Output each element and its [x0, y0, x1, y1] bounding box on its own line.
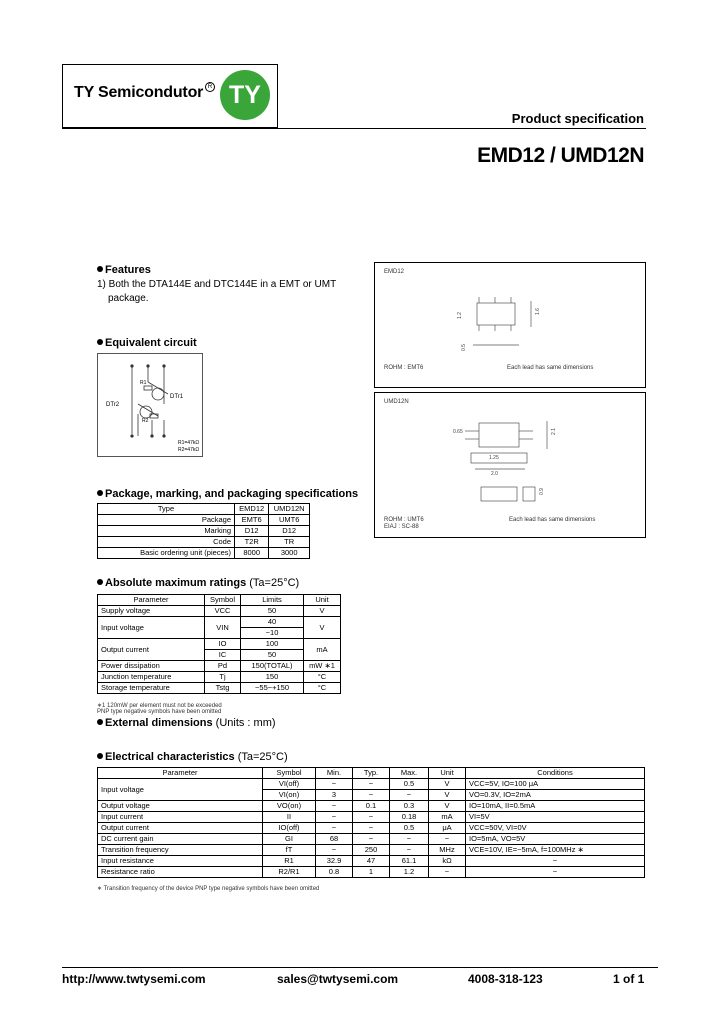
r-note-1: R1=47kΩ [178, 440, 200, 446]
table-cell: 0.3 [390, 801, 429, 812]
table-header-row [98, 768, 645, 779]
table-cell: 100 [241, 639, 304, 650]
table-header-cell: Unit [304, 595, 341, 606]
table-cell: V [304, 606, 341, 617]
table-cell: Output current [98, 823, 263, 834]
table-row [98, 606, 341, 617]
table-row [98, 672, 341, 683]
emd12-dimension-figure [374, 262, 646, 388]
table-cell: VCC=50V, VI=0V [466, 823, 645, 834]
table-cell: mA [304, 639, 341, 661]
table-cell: Basic ordering unit (pieces) [98, 548, 235, 559]
emd12-package: ROHM : EMT6 [384, 365, 424, 371]
table-cell: VI(on) [263, 790, 316, 801]
table-cell: 1.2 [390, 867, 429, 878]
umd12n-drawing [435, 403, 585, 515]
electrical-cond: (Ta=25°C) [237, 751, 288, 763]
table-row [98, 856, 645, 867]
table-header-cell: Limits [241, 595, 304, 606]
emd12-label: EMD12 [384, 269, 405, 275]
table-cell: 0.18 [390, 812, 429, 823]
umd12n-dim-e: 0.9 [539, 488, 545, 495]
table-cell: 68 [316, 834, 353, 845]
table-header-cell: Unit [429, 768, 466, 779]
table-cell: Supply voltage [98, 606, 205, 617]
product-spec-label: Product specification [511, 111, 644, 126]
table-cell: Input resistance [98, 856, 263, 867]
table-row [98, 683, 341, 694]
emd12-note: Each lead has same dimensions [507, 365, 594, 371]
table-header-cell: Max. [390, 768, 429, 779]
table-cell: V [429, 790, 466, 801]
table-cell: VCC=5V, IO=100 μA [466, 779, 645, 790]
footer-page-number: 1 of 1 [613, 972, 645, 986]
table-row [98, 834, 645, 845]
table-cell: − [316, 845, 353, 856]
table-cell: V [429, 779, 466, 790]
table-cell: °C [304, 683, 341, 694]
table-cell: IO [205, 639, 241, 650]
abs-max-title: Absolute maximum ratings [105, 577, 247, 589]
table-row [98, 661, 341, 672]
table-cell: 0.5 [390, 823, 429, 834]
table-header-cell: EMD12 [235, 504, 269, 515]
ext-dims-heading [97, 717, 276, 729]
table-cell: Pd [205, 661, 241, 672]
table-cell: 40 [241, 617, 304, 628]
table-cell: Input current [98, 812, 263, 823]
table-cell: Output voltage [98, 801, 263, 812]
footer-divider [62, 967, 658, 968]
table-cell: Marking [98, 526, 235, 537]
table-row [98, 867, 645, 878]
electrical-title: Electrical characteristics [105, 751, 235, 763]
table-cell: IO=10mA, II=0.5mA [466, 801, 645, 812]
circuit-svg [98, 354, 202, 456]
table-cell: Storage temperature [98, 683, 205, 694]
table-cell: R2/R1 [263, 867, 316, 878]
table-row [98, 515, 310, 526]
features-line-2: package. [108, 293, 149, 304]
umd12n-dim-c: 0.65 [453, 429, 463, 435]
part-number-title: EMD12 / UMD12N [477, 144, 644, 167]
table-cell: GI [263, 834, 316, 845]
table-cell: − [316, 812, 353, 823]
abs-max-note-1: ∗1 120mW per element must not be exceeded [97, 703, 222, 709]
umd12n-dimension-figure [374, 392, 646, 538]
table-cell: mA [429, 812, 466, 823]
table-cell: II [263, 812, 316, 823]
table-header-row [98, 595, 341, 606]
table-cell: DC current gain [98, 834, 263, 845]
electrical-heading [97, 751, 288, 763]
table-cell: − [353, 790, 390, 801]
table-cell: 50 [241, 650, 304, 661]
footer-phone: 4008-318-123 [468, 972, 543, 986]
table-cell: 3 [316, 790, 353, 801]
table-cell: VI(off) [263, 779, 316, 790]
table-cell: − [353, 823, 390, 834]
table-cell: Power dissipation [98, 661, 205, 672]
table-cell: − [353, 779, 390, 790]
abs-max-cond: (Ta=25°C) [249, 577, 300, 589]
dtr1-label: DTr1 [170, 394, 184, 400]
table-cell: 47 [353, 856, 390, 867]
table-row [98, 639, 341, 650]
features-line-1: 1) Both the DTA144E and DTC144E in a EMT or UMT [97, 279, 337, 290]
table-cell: − [353, 812, 390, 823]
table-cell: V [304, 617, 341, 639]
r-note-2: R2=47kΩ [178, 447, 200, 453]
table-cell: 0.5 [390, 779, 429, 790]
table-header-cell: Parameter [98, 595, 205, 606]
table-cell: −55~+150 [241, 683, 304, 694]
table-cell: VO(on) [263, 801, 316, 812]
table-cell: VIN [205, 617, 241, 639]
table-cell: VCC [205, 606, 241, 617]
package-spec-table [97, 503, 310, 559]
emd12-drawing [435, 281, 575, 361]
table-cell: mW ∗1 [304, 661, 341, 672]
table-row [98, 845, 645, 856]
table-cell: Junction temperature [98, 672, 205, 683]
table-cell: 3000 [269, 548, 310, 559]
table-cell: − [316, 823, 353, 834]
table-cell: IC [205, 650, 241, 661]
table-header-cell: Parameter [98, 768, 263, 779]
table-cell: Tj [205, 672, 241, 683]
table-cell: − [316, 779, 353, 790]
footer-email-link[interactable]: sales@twtysemi.com [277, 972, 399, 986]
emd12-dim-c: 0.5 [461, 344, 467, 351]
footer-url-link[interactable]: http://www.twtysemi.com [62, 972, 206, 986]
table-header-row [98, 504, 310, 515]
table-header-cell: Conditions [466, 768, 645, 779]
table-row [98, 779, 645, 790]
table-row [98, 548, 310, 559]
table-cell: Package [98, 515, 235, 526]
table-row [98, 812, 645, 823]
table-header-cell: Type [98, 504, 235, 515]
table-row [98, 617, 341, 628]
r2-label: R2 [142, 418, 149, 424]
ty-logo: TY [220, 70, 270, 120]
umd12n-label: UMD12N [384, 399, 409, 405]
table-cell: 1 [353, 867, 390, 878]
equivalent-circuit-diagram [97, 353, 203, 457]
table-cell: V [429, 801, 466, 812]
table-cell: − [466, 867, 645, 878]
table-cell: UMT6 [269, 515, 310, 526]
table-cell: 0.1 [353, 801, 390, 812]
table-cell: kΩ [429, 856, 466, 867]
table-cell: Input voltage [98, 779, 263, 801]
table-cell: Input voltage [98, 617, 205, 639]
abs-max-heading [97, 577, 299, 589]
table-cell: Resistance ratio [98, 867, 263, 878]
table-cell: 150(TOTAL) [241, 661, 304, 672]
table-cell: −10 [241, 628, 304, 639]
registered-mark [205, 80, 215, 92]
umd12n-dim-b: 2.0 [491, 471, 498, 477]
company-name: TY Semicondutor [74, 84, 204, 101]
table-row [98, 537, 310, 548]
table-cell: VI=5V [466, 812, 645, 823]
table-cell: 32.9 [316, 856, 353, 867]
table-cell: − [390, 834, 429, 845]
umd12n-package-1: ROHM : UMT6 [384, 517, 424, 523]
table-cell: MHz [429, 845, 466, 856]
ext-dims-title: External dimensions [105, 717, 213, 729]
table-row [98, 823, 645, 834]
package-spec-heading [97, 488, 358, 500]
features-title: Features [105, 264, 151, 276]
features-heading [97, 264, 151, 276]
table-cell: IO(off) [263, 823, 316, 834]
table-header-cell: Min. [316, 768, 353, 779]
table-cell: °C [304, 672, 341, 683]
table-header-cell: Symbol [205, 595, 241, 606]
table-cell: TR [269, 537, 310, 548]
table-cell: 50 [241, 606, 304, 617]
table-cell: − [390, 790, 429, 801]
table-cell: − [316, 801, 353, 812]
table-cell: μA [429, 823, 466, 834]
table-header-cell: Typ. [353, 768, 390, 779]
table-header-cell: UMD12N [269, 504, 310, 515]
table-cell: − [429, 867, 466, 878]
table-cell: − [429, 834, 466, 845]
table-header-cell: Symbol [263, 768, 316, 779]
umd12n-dim-a: 1.25 [489, 455, 499, 461]
table-cell: 150 [241, 672, 304, 683]
table-cell: 0.8 [316, 867, 353, 878]
table-cell: 250 [353, 845, 390, 856]
abs-max-table [97, 594, 341, 694]
table-cell: − [390, 845, 429, 856]
table-cell: T2R [235, 537, 269, 548]
package-spec-title: Package, marking, and packaging specifications [105, 488, 359, 500]
table-row [98, 526, 310, 537]
electrical-note: ∗ Transition frequency of the device PNP type negative symbols have been omitted [97, 886, 320, 892]
r1-label: R1 [140, 380, 147, 386]
equivalent-circuit-title: Equivalent circuit [105, 337, 197, 349]
table-cell: Output current [98, 639, 205, 661]
abs-max-note-2: PNP type negative symbols have been omitted [97, 709, 222, 715]
table-cell: VCE=10V, IE=−5mA, f=100MHz ∗ [466, 845, 645, 856]
table-cell: R1 [263, 856, 316, 867]
table-cell: D12 [269, 526, 310, 537]
dtr2-label: DTr2 [106, 402, 120, 408]
electrical-table [97, 767, 645, 878]
table-cell: Code [98, 537, 235, 548]
emd12-dim-b: 1.6 [535, 308, 541, 315]
equivalent-circuit-heading [97, 337, 197, 349]
table-cell: Transition frequency [98, 845, 263, 856]
umd12n-dim-d: 2.1 [551, 428, 557, 435]
table-cell: VO=0.3V, IO=2mA [466, 790, 645, 801]
umd12n-note: Each lead has same dimensions [509, 517, 596, 523]
table-cell: IO=5mA, VO=5V [466, 834, 645, 845]
table-row [98, 801, 645, 812]
header-divider [62, 128, 646, 129]
umd12n-package-2: EIAJ : SC-88 [384, 524, 419, 530]
table-cell: − [466, 856, 645, 867]
table-cell: D12 [235, 526, 269, 537]
table-cell: 8000 [235, 548, 269, 559]
ext-dims-units: (Units : mm) [215, 717, 276, 729]
emd12-dim-a: 1.2 [457, 312, 463, 319]
table-cell: fT [263, 845, 316, 856]
table-cell: EMT6 [235, 515, 269, 526]
registered-label: R [205, 82, 215, 92]
table-cell: 61.1 [390, 856, 429, 867]
table-cell: Tstg [205, 683, 241, 694]
table-cell: − [353, 834, 390, 845]
